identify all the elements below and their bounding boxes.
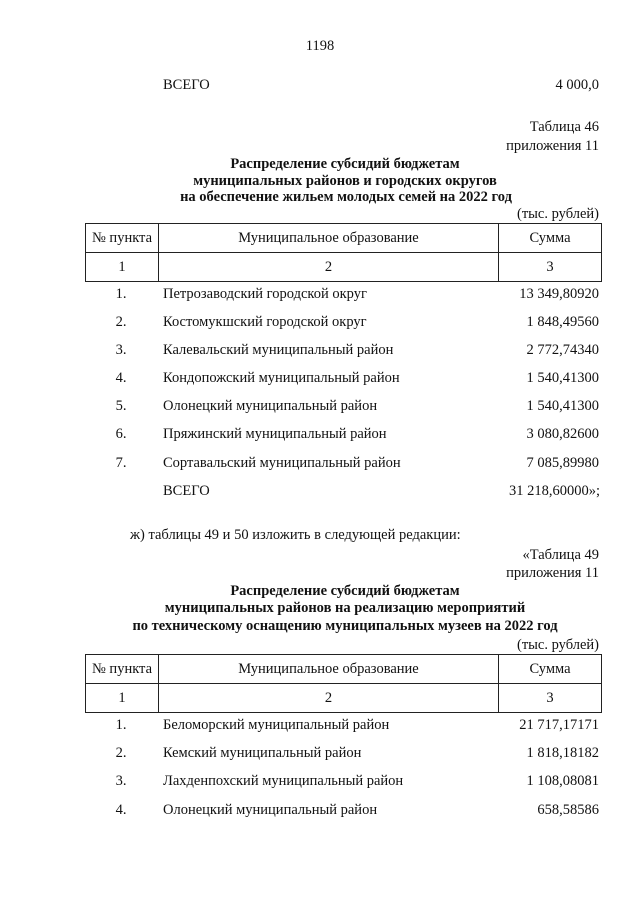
table-row xyxy=(0,717,640,737)
row-sum: 2 772,74340 xyxy=(526,342,599,358)
row-sum: 1 540,41300 xyxy=(526,398,599,414)
row-number: 5. xyxy=(115,398,127,414)
table46-header-num: № пункта xyxy=(86,224,159,253)
table-row xyxy=(0,455,640,475)
row-number: 1. xyxy=(115,286,127,302)
row-sum: 1 108,08081 xyxy=(526,773,599,789)
row-municipality: Сортавальский муниципальный район xyxy=(163,455,401,471)
row-municipality: Кемский муниципальный район xyxy=(163,745,362,761)
table49-caption-line2: приложения 11 xyxy=(506,565,599,581)
row-sum: 1 848,49560 xyxy=(526,314,599,330)
row-municipality: Беломорский муниципальный район xyxy=(163,717,390,733)
table-row xyxy=(0,773,640,793)
table46-caption-line2: приложения 11 xyxy=(506,138,599,154)
row-sum: 13 349,80920 xyxy=(519,286,599,302)
instruction-text: ж) таблицы 49 и 50 изложить в следующей редакции: xyxy=(130,527,461,543)
table49-caption-line1: «Таблица 49 xyxy=(522,547,599,563)
table46-caption-line1: Таблица 46 xyxy=(529,119,599,135)
row-municipality: Пряжинский муниципальный район xyxy=(163,426,387,442)
total-label: ВСЕГО xyxy=(163,483,210,499)
table49-units: (тыс. рублей) xyxy=(517,637,599,653)
row-sum: 1 540,41300 xyxy=(526,370,599,386)
row-number: 4. xyxy=(115,802,127,818)
row-municipality: Костомукшский городской округ xyxy=(163,314,367,330)
table49-title-line2: муниципальных районов на реализацию мероприятий xyxy=(164,600,526,616)
table49-header xyxy=(85,654,602,713)
table46-colnum-1: 1 xyxy=(86,253,159,282)
row-sum: 1 818,18182 xyxy=(526,745,599,761)
row-sum: 7 085,89980 xyxy=(526,455,599,471)
table46-colnum-3: 3 xyxy=(499,253,602,282)
table49-header-name: Муниципальное образование xyxy=(159,655,499,684)
table46-title-line1: Распределение субсидий бюджетам xyxy=(230,156,460,172)
table-row xyxy=(0,745,640,765)
table-row xyxy=(0,286,640,306)
row-sum: 21 717,17171 xyxy=(519,717,599,733)
row-number: 2. xyxy=(115,314,127,330)
table-row xyxy=(0,370,640,390)
page-number: 1198 xyxy=(305,38,335,54)
table-row xyxy=(0,342,640,362)
row-number: 3. xyxy=(115,773,127,789)
row-number: 1. xyxy=(115,717,127,733)
table49-colnum-2: 2 xyxy=(159,684,499,713)
table46-header-name: Муниципальное образование xyxy=(159,224,499,253)
table-row xyxy=(0,802,640,822)
top-total-value: 4 000,0 xyxy=(555,77,599,93)
table46-title-line3: на обеспечение жильем молодых семей на 2022 год xyxy=(180,189,512,205)
table49-title-line3: по техническому оснащению муниципальных музеев на 2022 год xyxy=(132,618,558,634)
total-value: 31 218,60000»; xyxy=(508,483,600,499)
row-municipality: Калевальский муниципальный район xyxy=(163,342,394,358)
table49-title-line1: Распределение субсидий бюджетам xyxy=(230,583,460,599)
table49-colnum-3: 3 xyxy=(499,684,602,713)
row-municipality: Олонецкий муниципальный район xyxy=(163,398,378,414)
row-municipality: Петрозаводский городской округ xyxy=(163,286,367,302)
row-number: 2. xyxy=(115,745,127,761)
table49-colnum-1: 1 xyxy=(86,684,159,713)
row-number: 6. xyxy=(115,426,127,442)
table46-units: (тыс. рублей) xyxy=(517,206,599,222)
table46-header-sum: Сумма xyxy=(499,224,602,253)
table46-total-row xyxy=(0,483,640,503)
row-number: 7. xyxy=(115,455,127,471)
table46-header xyxy=(85,223,602,282)
table46-title-line2: муниципальных районов и городских округов xyxy=(193,173,497,189)
row-municipality: Кондопожский муниципальный район xyxy=(163,370,400,386)
table49-header-num: № пункта xyxy=(86,655,159,684)
row-municipality: Лахденпохский муниципальный район xyxy=(163,773,404,789)
row-sum: 658,58586 xyxy=(537,802,599,818)
top-total-label: ВСЕГО xyxy=(163,77,210,93)
table-row xyxy=(0,426,640,446)
table-row xyxy=(0,314,640,334)
table46-colnum-2: 2 xyxy=(159,253,499,282)
row-sum: 3 080,82600 xyxy=(526,426,599,442)
table-row xyxy=(0,398,640,418)
row-municipality: Олонецкий муниципальный район xyxy=(163,802,378,818)
row-number: 4. xyxy=(115,370,127,386)
row-number: 3. xyxy=(115,342,127,358)
table49-header-sum: Сумма xyxy=(499,655,602,684)
